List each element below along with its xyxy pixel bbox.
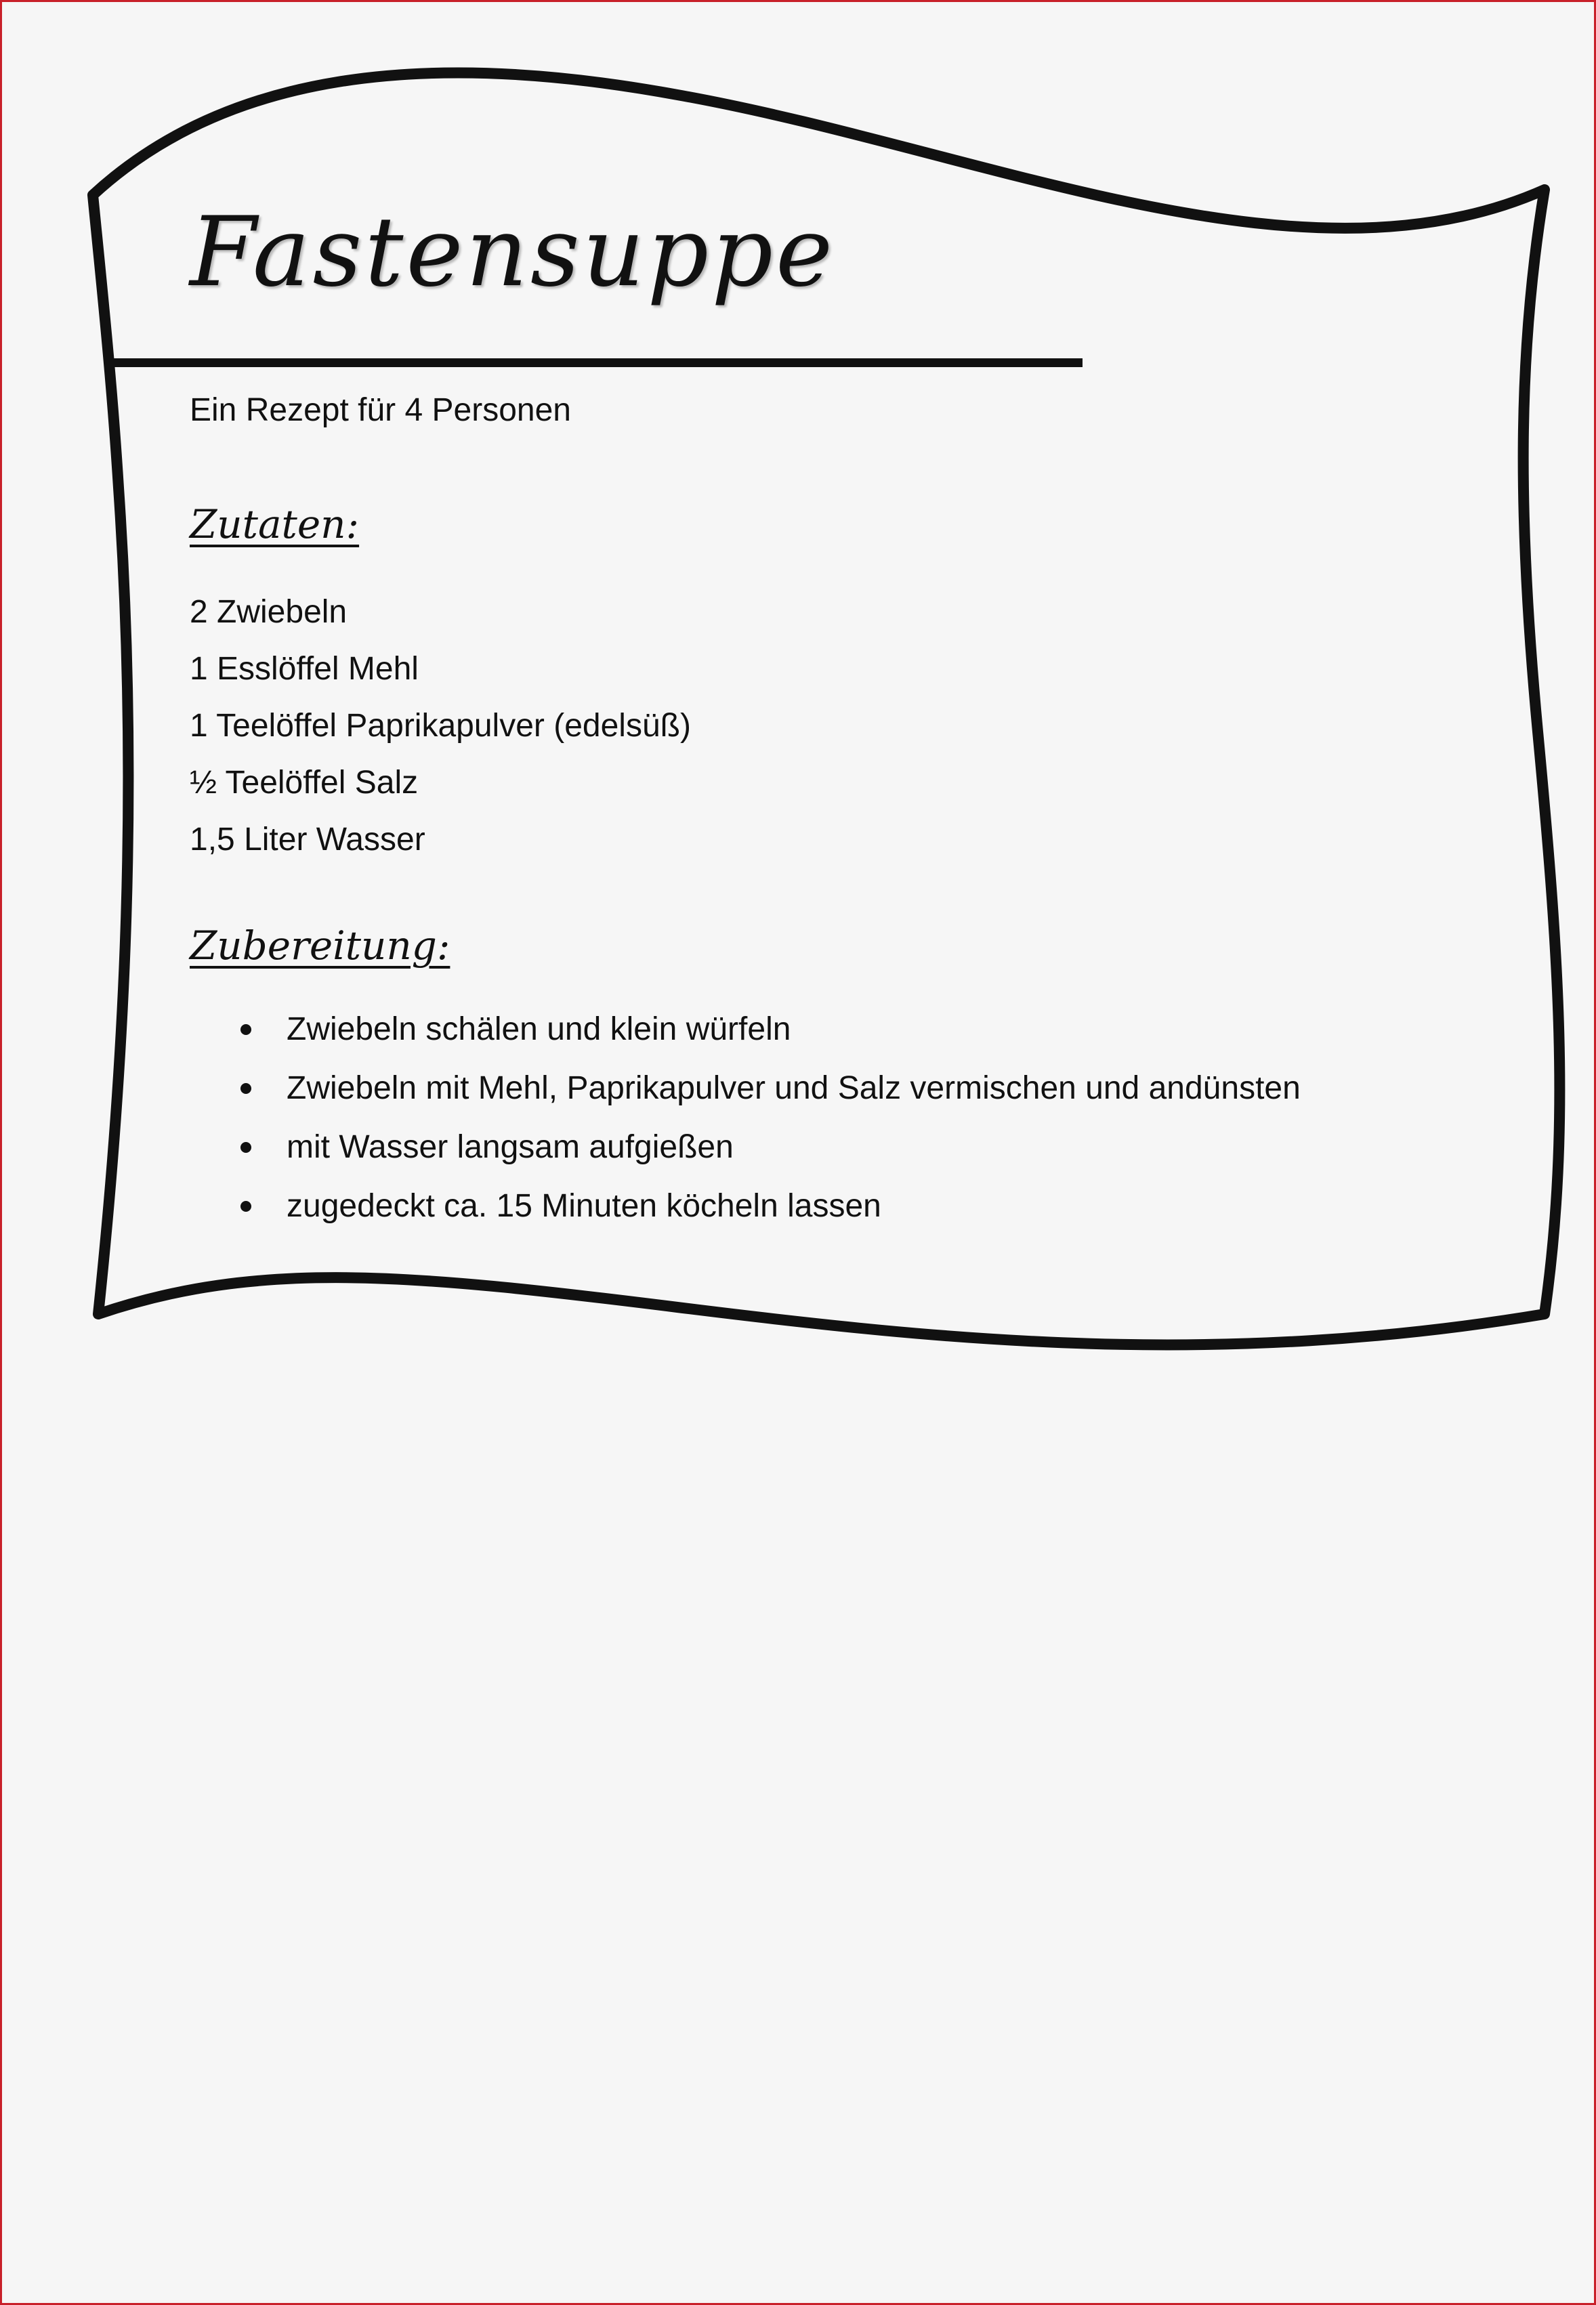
step-text: Zwiebeln schälen und klein würfeln (287, 1011, 791, 1047)
step-text: mit Wasser langsam aufgießen (287, 1129, 734, 1165)
preparation-heading: Zubereitung: (190, 923, 450, 969)
ingredient-item: 1 Teelöffel Paprikapulver (edelsüß) (190, 708, 691, 744)
ingredients-heading: Zutaten: (190, 501, 360, 547)
ingredients-list (190, 584, 691, 868)
title-divider (112, 358, 1083, 367)
recipe-title: Fastensuppe (190, 196, 836, 308)
ingredient-item: ½ Teelöffel Salz (190, 765, 419, 801)
bullet-dot-icon (240, 1201, 251, 1212)
bullet-dot-icon (240, 1083, 251, 1094)
step-item (190, 1000, 1301, 1059)
ingredient-item: 1,5 Liter Wasser (190, 822, 425, 858)
step-text: Zwiebeln mit Mehl, Paprikapulver und Salz vermischen und andünsten (287, 1070, 1301, 1106)
step-item (190, 1059, 1301, 1118)
ingredient-item: 1 Esslöffel Mehl (190, 651, 419, 687)
preparation-steps-list (190, 1000, 1301, 1235)
ingredient-item: 2 Zwiebeln (190, 594, 348, 630)
recipe-subtitle: Ein Rezept für 4 Personen (190, 392, 571, 428)
bullet-dot-icon (240, 1024, 251, 1035)
step-item (190, 1177, 1301, 1235)
step-item (190, 1118, 1301, 1177)
bullet-dot-icon (240, 1142, 251, 1153)
step-text: zugedeckt ca. 15 Minuten köcheln lassen (287, 1188, 881, 1224)
